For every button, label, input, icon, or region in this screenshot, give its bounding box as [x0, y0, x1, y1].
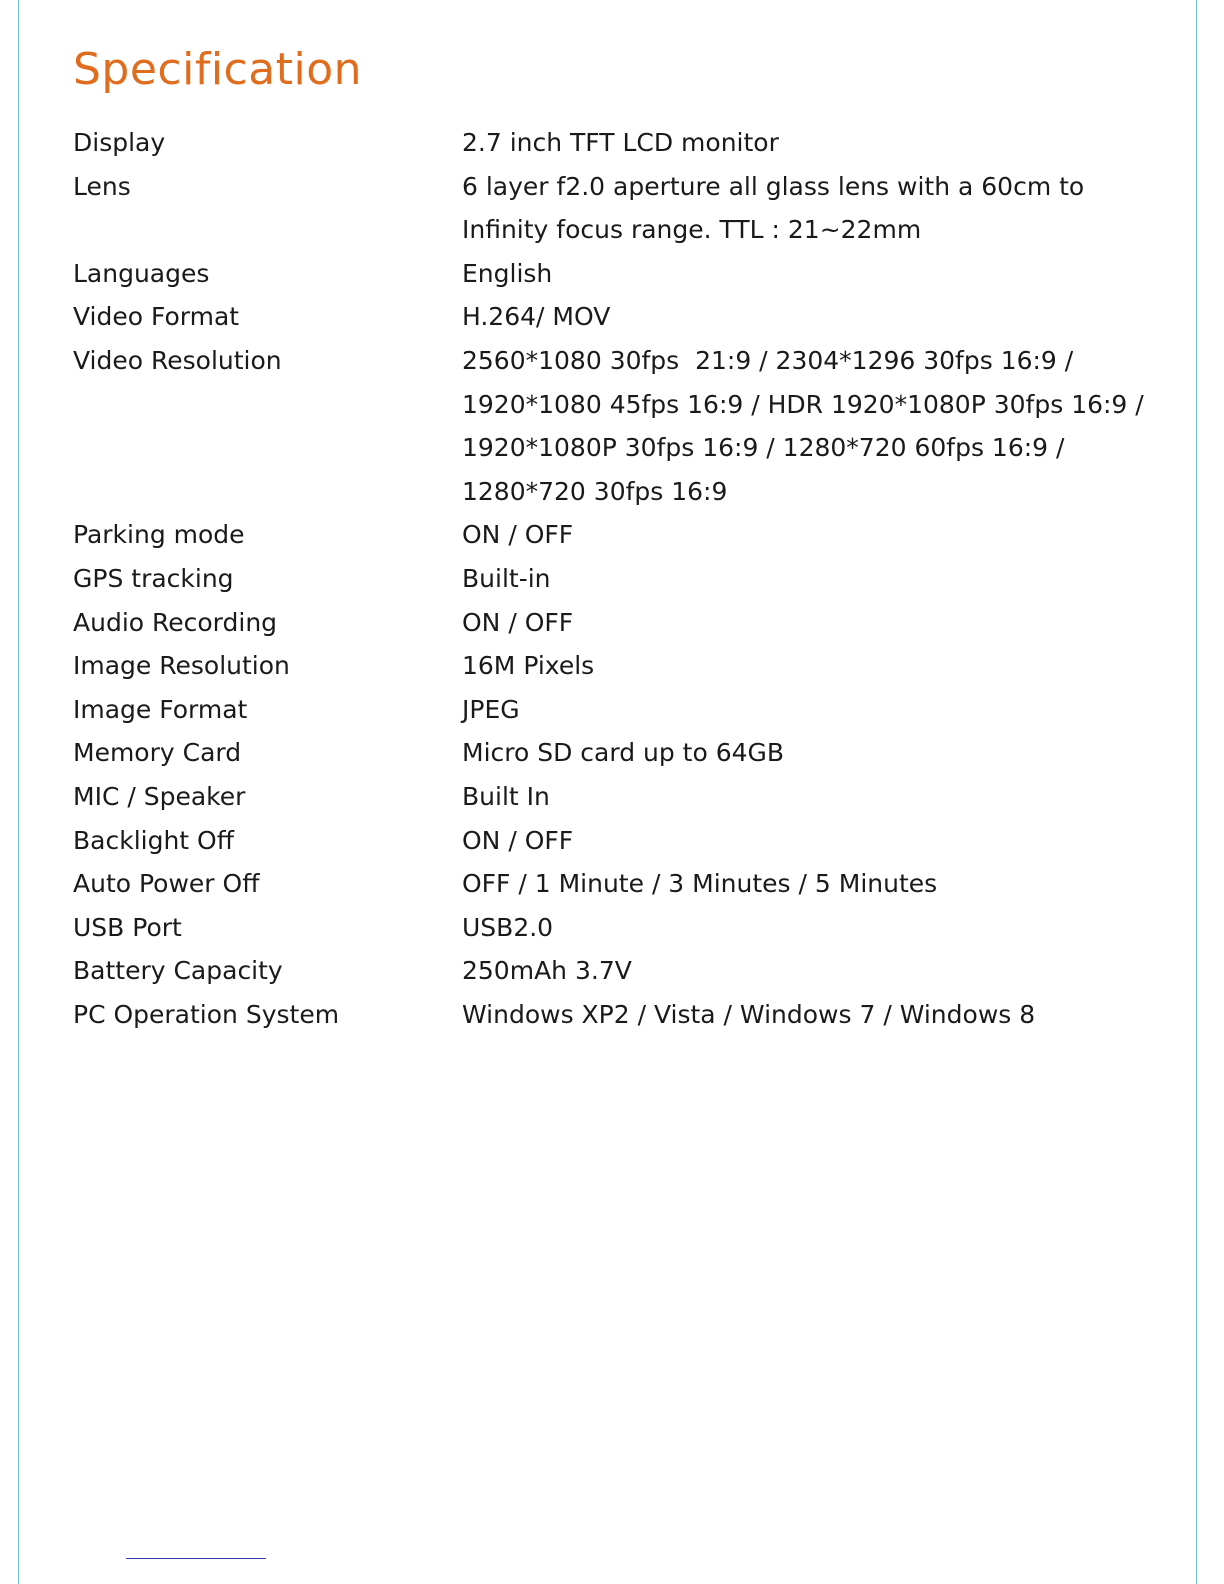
- spec-label: Video Resolution: [73, 345, 282, 375]
- spec-value-line: Built In: [462, 781, 550, 811]
- spec-label: Image Format: [73, 694, 248, 724]
- spec-value-line: 1920*1080P 30fps 16:9 / 1280*720 60fps 16:9 /: [462, 433, 1065, 463]
- spec-value: [462, 165, 1162, 252]
- spec-row: [73, 731, 1173, 775]
- spec-value: [462, 644, 1162, 688]
- spec-row: [73, 295, 1173, 339]
- spec-value-line: 1920*1080 45fps 16:9 / HDR 1920*1080P 30fps 16:9 /: [462, 389, 1144, 419]
- spec-row: [73, 121, 1173, 165]
- spec-value: [462, 295, 1162, 339]
- spec-value-line: 2560*1080 30fps 21:9 / 2304*1296 30fps 16:9 /: [462, 345, 1074, 375]
- spec-value: [462, 993, 1162, 1037]
- spec-label: Battery Capacity: [73, 956, 283, 986]
- spec-row: [73, 775, 1173, 819]
- spec-row: [73, 601, 1173, 645]
- spec-row: [73, 644, 1173, 688]
- spec-value: [462, 121, 1162, 165]
- spec-value-line: Infinity focus range. TTL : 21~22mm: [462, 215, 922, 245]
- spec-value: [462, 513, 1162, 557]
- spec-label: Backlight Off: [73, 825, 234, 855]
- spec-value-line: H.264/ MOV: [462, 302, 611, 332]
- spec-value-line: OFF / 1 Minute / 3 Minutes / 5 Minutes: [462, 869, 938, 899]
- spec-value-line: 1280*720 30fps 16:9: [462, 476, 728, 506]
- spec-label: Display: [73, 128, 166, 157]
- spec-value: [462, 775, 1162, 819]
- spec-label: Lens: [73, 171, 131, 201]
- spec-table: [73, 121, 1173, 1036]
- spec-label: Image Resolution: [73, 651, 290, 681]
- spec-value: [462, 252, 1162, 296]
- spec-label: Parking mode: [73, 520, 245, 550]
- spec-value-line: Built-in: [462, 563, 551, 593]
- spec-label: Audio Recording: [73, 607, 278, 637]
- spec-value-line: Micro SD card up to 64GB: [462, 738, 785, 768]
- spec-label: PC Operation System: [73, 999, 340, 1029]
- spec-value: [462, 557, 1162, 601]
- spec-value: [462, 906, 1162, 950]
- spec-label: Video Format: [73, 302, 240, 332]
- spec-value-line: English: [462, 258, 553, 288]
- spec-value-line: 250mAh 3.7V: [462, 956, 632, 986]
- spec-value: [462, 601, 1162, 645]
- footer-rule: [126, 1558, 266, 1559]
- spec-value: [462, 688, 1162, 732]
- spec-row: [73, 819, 1173, 863]
- spec-row: [73, 513, 1173, 557]
- spec-value: [462, 731, 1162, 775]
- spec-label: Languages: [73, 258, 210, 288]
- spec-row: [73, 862, 1173, 906]
- spec-row: [73, 993, 1173, 1037]
- spec-value-line: Windows XP2 / Vista / Windows 7 / Windows 8: [462, 999, 1036, 1029]
- spec-value-line: USB2.0: [462, 912, 554, 942]
- spec-row: [73, 949, 1173, 993]
- spec-label: Memory Card: [73, 738, 242, 768]
- spec-value: [462, 339, 1162, 513]
- spec-value-line: 16M Pixels: [462, 651, 595, 681]
- spec-value-line: ON / OFF: [462, 825, 574, 855]
- page-title: Specification: [73, 44, 362, 95]
- spec-row: [73, 688, 1173, 732]
- spec-row: [73, 165, 1173, 252]
- spec-row: [73, 339, 1173, 513]
- spec-label: GPS tracking: [73, 563, 234, 593]
- spec-row: [73, 557, 1173, 601]
- page-frame-left: [18, 0, 19, 1584]
- spec-value-line: 2.7 inch TFT LCD monitor: [462, 128, 779, 157]
- spec-value-line: JPEG: [462, 694, 520, 724]
- spec-value-line: ON / OFF: [462, 607, 574, 637]
- spec-value-line: 6 layer f2.0 aperture all glass lens with a 60cm to: [462, 171, 1085, 201]
- spec-label: MIC / Speaker: [73, 781, 246, 811]
- spec-label: Auto Power Off: [73, 869, 260, 899]
- spec-value-line: ON / OFF: [462, 520, 574, 550]
- spec-label: USB Port: [73, 912, 182, 942]
- spec-value: [462, 819, 1162, 863]
- page-frame-right: [1196, 0, 1197, 1584]
- spec-row: [73, 906, 1173, 950]
- spec-value: [462, 862, 1162, 906]
- spec-row: [73, 252, 1173, 296]
- spec-value: [462, 949, 1162, 993]
